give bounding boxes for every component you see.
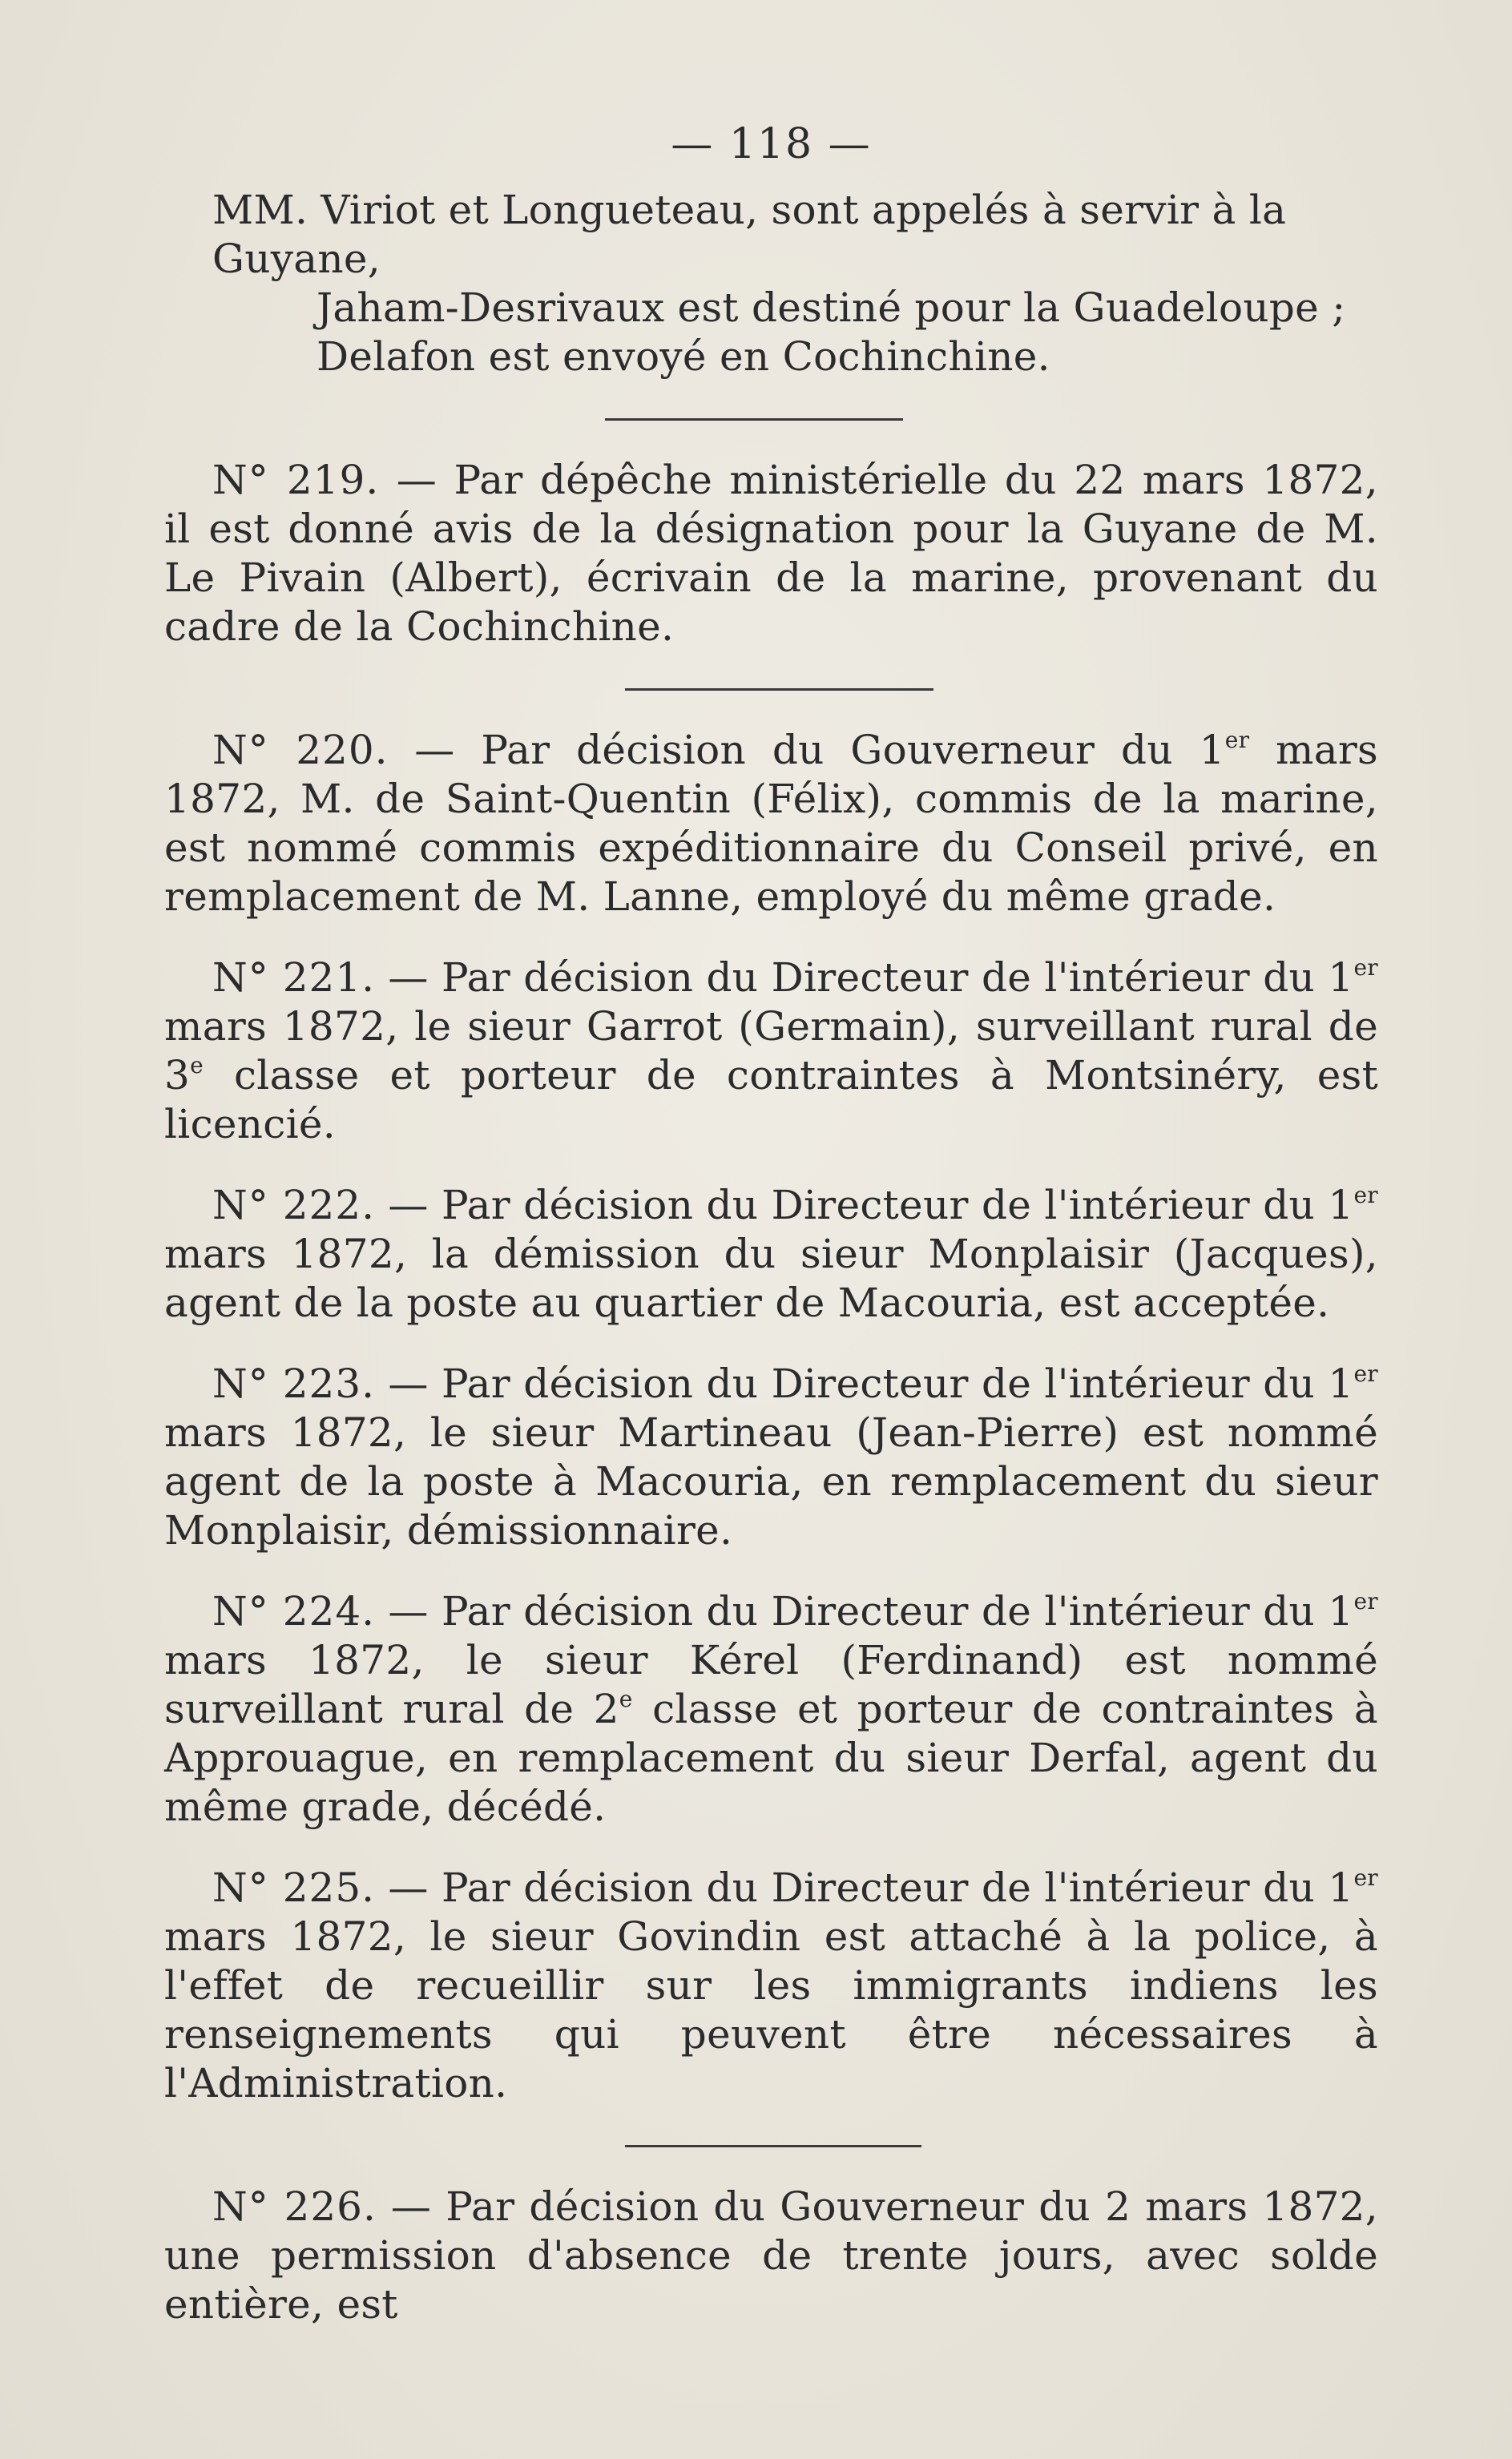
intro-line-1: MM. Viriot et Longueteau, sont appelés à servir à la Guyane, [212,187,1287,282]
decision-text: mars 1872, la démission du sieur Monplaisir (Jacques), agent de la poste au quartier de Macouria, est acceptée. [164,1231,1378,1326]
decision-number: N° 226. [212,2183,377,2230]
decision-text-continued: classe et porteur de contraintes à Montsinéry, est licencié. [164,1052,1378,1147]
decision-text-pre: — Par décision du Directeur de l'intérieur du 1 [375,1182,1354,1228]
ordinal-suffix: e [619,1686,633,1712]
decision-text: mars 1872, le sieur Garrot (Germain), surveillant rural de 3 [164,1003,1378,1098]
decision-223 [164,1360,1378,1555]
decision-225 [164,1864,1378,2108]
decision-226 [164,2183,1378,2329]
decision-text: mars 1872, le sieur Kérel (Ferdinand) est nommé surveillant rural de 2 [164,1637,1378,1732]
section-divider [625,2145,921,2147]
decision-text-pre: — Par décision du Directeur de l'intérieur du 1 [375,1864,1354,1911]
intro-line-3: Delafon est envoyé en Cochinchine. [317,333,1050,380]
decision-number: N° 219. [212,457,380,503]
decision-text-pre: — Par décision du Directeur de l'intérieur du 1 [375,1361,1354,1407]
decision-text: mars 1872, le sieur Martineau (Jean-Pierre) est nommé agent de la poste à Macouria, en remplacement du sieur Monplaisir, démissionnaire. [164,1409,1378,1554]
decision-text: — Par dépêche ministérielle du 22 mars 1872, il est donné avis de la désignation pour la Guyane de M. Le Pivain (Albert), écrivain de la marine, provenant du cadre de la Cochinchine. [164,457,1378,650]
decision-number: N° 224. [212,1588,376,1635]
decision-222 [164,1181,1378,1328]
decision-224 [164,1587,1378,1832]
ordinal-suffix: er [1353,1182,1378,1208]
intro-paragraph [164,186,1378,381]
ordinal-suffix: er [1353,954,1378,981]
decision-text-pre: — Par décision du Directeur de l'intérieur du 1 [375,1588,1354,1635]
section-divider [625,688,933,691]
ordinal-suffix: er [1353,1864,1378,1891]
decision-219 [164,456,1378,651]
section-divider [605,418,903,421]
intro-line-2: Jaham-Desrivaux est destiné pour la Guadeloupe ; [317,284,1346,331]
decision-220 [164,726,1378,921]
ordinal-suffix: er [1224,727,1250,753]
ordinal-suffix: e [190,1052,204,1078]
decision-number: N° 221. [212,954,376,1001]
decision-text-pre: — Par décision du Gouverneur du 1 [388,727,1225,773]
decision-221 [164,953,1378,1149]
decision-text: mars 1872, le sieur Govindin est attaché à la police, à l'effet de recueillir sur les immigrants indiens les renseignements qui peuvent être nécessaires à l'Administration. [164,1913,1378,2106]
page-number: — 118 — [671,120,872,168]
decision-text: — Par décision du Gouverneur du 2 mars 1872, une permission d'absence de trente jours, avec solde entière, est [164,2183,1378,2328]
decision-number: N° 222. [212,1182,376,1228]
decision-text-continued: classe et porteur de contraintes à Approuague, en remplacement du sieur Derfal, agent du même grade, décédé. [164,1686,1378,1830]
decision-number: N° 220. [212,727,389,773]
decision-text: mars 1872, M. de Saint-Quentin (Félix), commis de la marine, est nommé commis expéditionnaire du Conseil privé, en remplacement de M. Lanne, employé du même grade. [164,727,1379,920]
ordinal-suffix: er [1353,1588,1378,1614]
page-content [164,120,1378,2361]
decision-number: N° 223. [212,1361,376,1407]
decision-number: N° 225. [212,1864,376,1911]
decision-text-pre: — Par décision du Directeur de l'intérieur du 1 [375,954,1354,1001]
ordinal-suffix: er [1353,1361,1378,1387]
